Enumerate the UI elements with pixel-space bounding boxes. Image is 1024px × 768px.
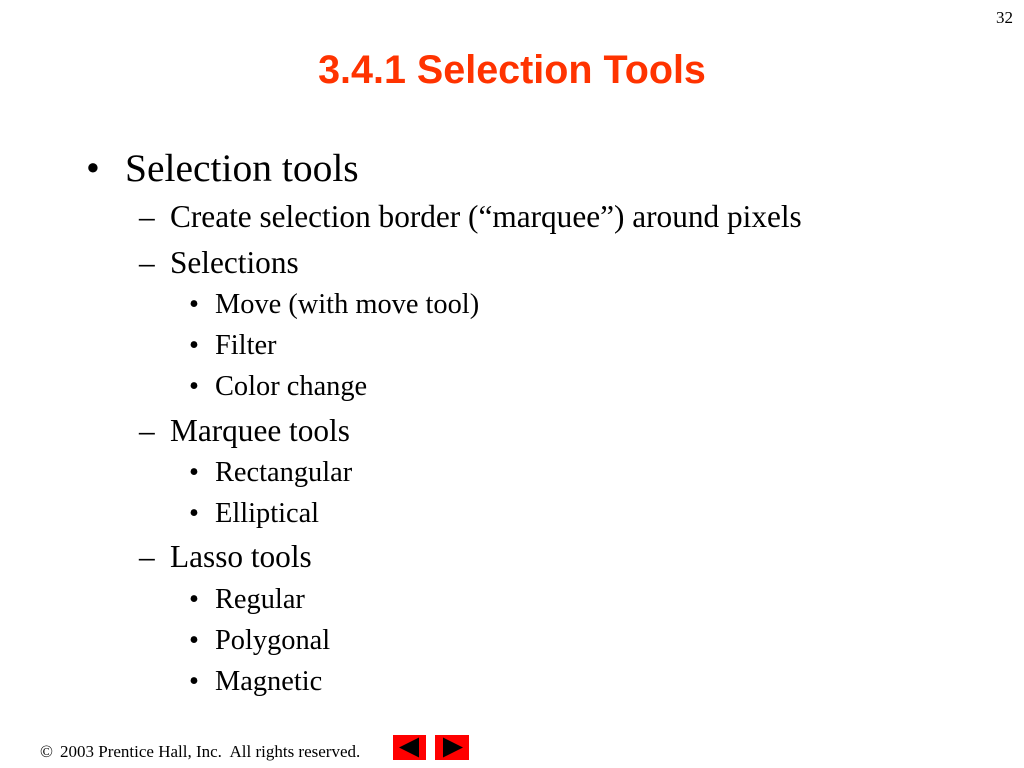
next-slide-button[interactable] [435,735,469,760]
bullet-text: Elliptical [215,498,320,529]
bullet-marker: • [189,584,199,615]
bullet-marker: • [86,146,100,190]
bullet-item-level-3 [0,456,1024,490]
bullet-text: Color change [215,371,368,402]
bullet-text: Lasso tools [170,539,312,574]
bullet-item-level-3 [0,329,1024,363]
bullet-text: Magnetic [215,666,323,697]
slide-number: 32 [996,8,1013,27]
bullet-item-level-2 [0,412,1024,450]
dash-marker: – [139,245,155,280]
bullet-text: Polygonal [215,625,331,656]
bullet-text: Selections [170,245,299,280]
bullet-item-level-3 [0,288,1024,322]
bullet-marker: • [189,498,199,529]
dash-marker: – [139,413,155,448]
bullet-marker: • [189,330,199,361]
bullet-text: Marquee tools [170,413,350,448]
bullet-text: Rectangular [215,457,353,488]
slide-title: 3.4.1 Selection Tools [318,48,706,92]
bullet-item-level-3 [0,370,1024,404]
bullet-item-level-1 [0,145,1024,191]
bullet-item-level-2 [0,538,1024,576]
copyright-text: 2003 Prentice Hall, Inc. All rights reserved. [60,742,361,761]
bullet-text: Regular [215,584,305,615]
bullet-text: Selection tools [125,146,359,190]
bullet-marker: • [189,625,199,656]
bullet-marker: • [189,457,199,488]
copyright-symbol: © [40,742,53,761]
bullet-text: Move (with move tool) [215,289,480,320]
right-arrow-icon [435,735,469,760]
bullet-marker: • [189,371,199,402]
dash-marker: – [139,539,155,574]
bullet-text: Filter [215,330,277,361]
dash-marker: – [139,199,155,234]
bullet-item-level-2 [0,198,1024,236]
bullet-item-level-3 [0,665,1024,699]
bullet-item-level-2 [0,244,1024,282]
left-arrow-icon [393,735,426,760]
bullet-marker: • [189,289,199,320]
bullet-item-level-3 [0,497,1024,531]
bullet-text: Create selection border (“marquee”) around pixels [170,199,802,234]
bullet-item-level-3 [0,583,1024,617]
bullet-marker: • [189,666,199,697]
bullet-item-level-3 [0,624,1024,658]
previous-slide-button[interactable] [393,735,426,760]
